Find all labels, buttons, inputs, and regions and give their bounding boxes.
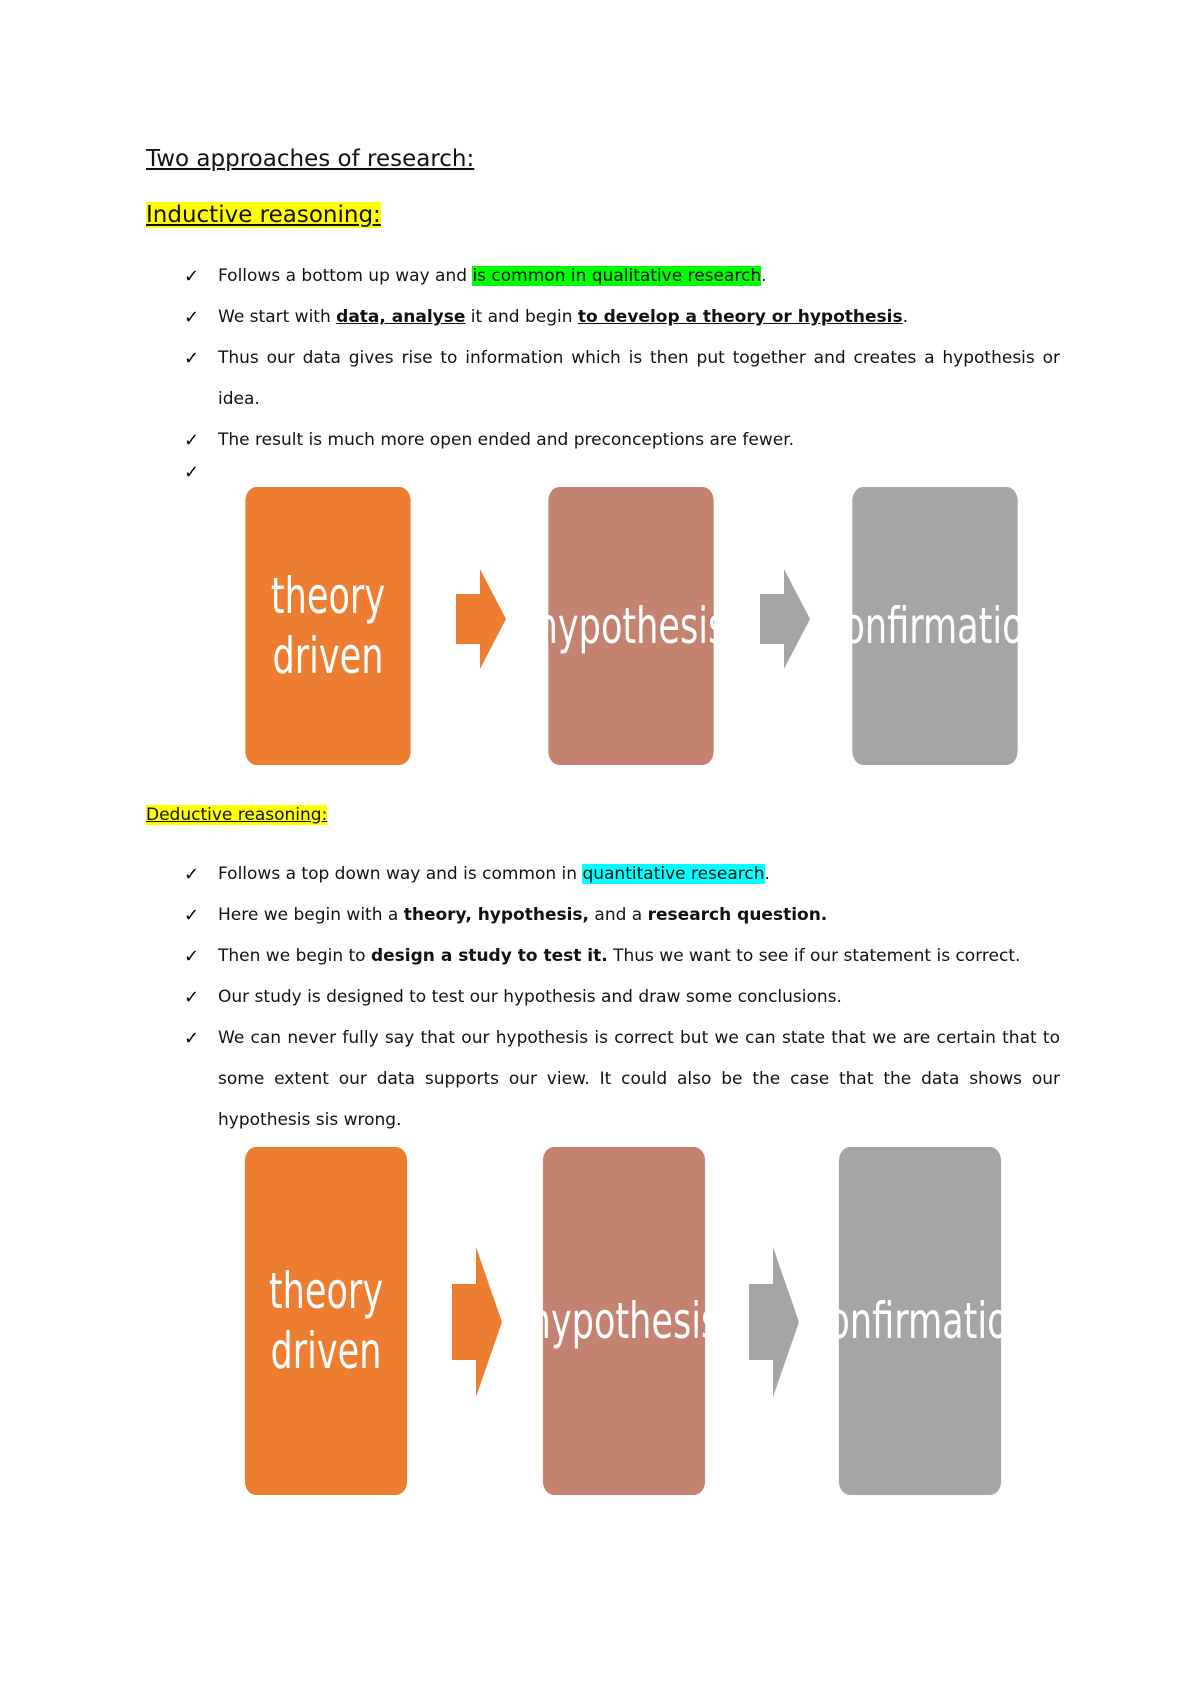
deductive-flow-diagram: [222, 1147, 1042, 1427]
theory-driven-box: [245, 487, 410, 765]
inductive-heading-text: Inductive reasoning:: [146, 202, 381, 228]
right-arrow-icon: [452, 1247, 502, 1397]
box-label: confirmation: [824, 597, 1046, 655]
inductive-flow-diagram: [222, 487, 1046, 767]
emphasis-text: research question.: [647, 905, 828, 925]
deductive-bullet-list: [180, 854, 1060, 1141]
deductive-heading-text: Deductive reasoning:: [146, 805, 328, 825]
bullet-text: Here we begin with a: [218, 905, 404, 925]
list-item: [180, 338, 1060, 420]
emphasis-text: data, analyse: [336, 307, 466, 327]
bullet-text: Thus we want to see if our statement is correct.: [607, 946, 1021, 966]
box-label: confirmation: [809, 1292, 1031, 1350]
list-item: [180, 297, 1060, 338]
emphasis-text: design a study to test it.: [370, 946, 608, 966]
inductive-bullet-list: [180, 256, 1060, 483]
check-icon: ✓: [184, 348, 200, 369]
bullet-text: and a: [589, 905, 648, 925]
list-item: [180, 420, 1060, 461]
list-item: [180, 895, 1060, 936]
check-icon: ✓: [184, 266, 200, 287]
page-title: Two approaches of research:: [146, 146, 475, 172]
hypothesis-box: [528, 1147, 720, 1495]
inductive-heading: [146, 200, 381, 230]
box-label: driven: [270, 1322, 382, 1380]
highlight-text: is common in qualitative research: [472, 266, 762, 286]
bullet-text: Follows a bottom up way and: [218, 266, 473, 286]
hypothesis-box: [535, 487, 727, 765]
check-icon: ✓: [184, 987, 200, 1008]
confirmation-box: [824, 487, 1046, 765]
bullet-text: it and begin: [465, 307, 578, 327]
bullet-text: We can never fully say that our hypothesis is correct but we can state that we are certain that to some extent our data supports our view. It could also be the case that the data shows our hypothesis sis wrong.: [218, 1028, 1060, 1130]
right-arrow-icon: [456, 569, 506, 669]
box-label: theory: [270, 567, 386, 625]
check-icon: ✓: [184, 946, 200, 967]
check-icon: ✓: [184, 1028, 200, 1049]
box-label: hypothesis: [528, 1292, 720, 1350]
deductive-heading: [146, 800, 327, 830]
bullet-text: Thus our data gives rise to information which is then put together and creates a hypothesis or idea.: [218, 348, 1060, 409]
emphasis-text: theory, hypothesis,: [403, 905, 590, 925]
confirmation-box: [809, 1147, 1031, 1495]
box-label: driven: [272, 627, 384, 685]
check-icon: ✓: [184, 430, 200, 451]
list-item: [180, 936, 1060, 977]
check-icon: ✓: [184, 905, 200, 926]
check-icon: ✓: [184, 462, 200, 483]
bullet-text: .: [761, 266, 767, 286]
bullet-text: Then we begin to: [218, 946, 371, 966]
box-label: hypothesis: [535, 597, 727, 655]
bullet-text: Follows a top down way and is common in: [218, 864, 583, 884]
bullet-text: .: [902, 307, 908, 327]
bullet-text: .: [764, 864, 770, 884]
right-arrow-icon: [760, 569, 810, 669]
list-item: [180, 977, 1060, 1018]
bullet-text: We start with: [218, 307, 337, 327]
list-item: [180, 854, 1060, 895]
bullet-text: Our study is designed to test our hypothesis and draw some conclusions.: [218, 987, 842, 1007]
check-icon: ✓: [184, 307, 200, 328]
list-item: [180, 1018, 1060, 1141]
highlight-text: quantitative research: [582, 864, 765, 884]
check-icon: ✓: [184, 864, 200, 885]
bullet-text: The result is much more open ended and preconceptions are fewer.: [218, 430, 795, 450]
theory-driven-box: [245, 1147, 407, 1495]
right-arrow-icon: [749, 1247, 799, 1397]
emphasis-text: to develop a theory or hypothesis: [577, 307, 903, 327]
box-label: theory: [268, 1262, 384, 1320]
list-item: [180, 256, 1060, 297]
